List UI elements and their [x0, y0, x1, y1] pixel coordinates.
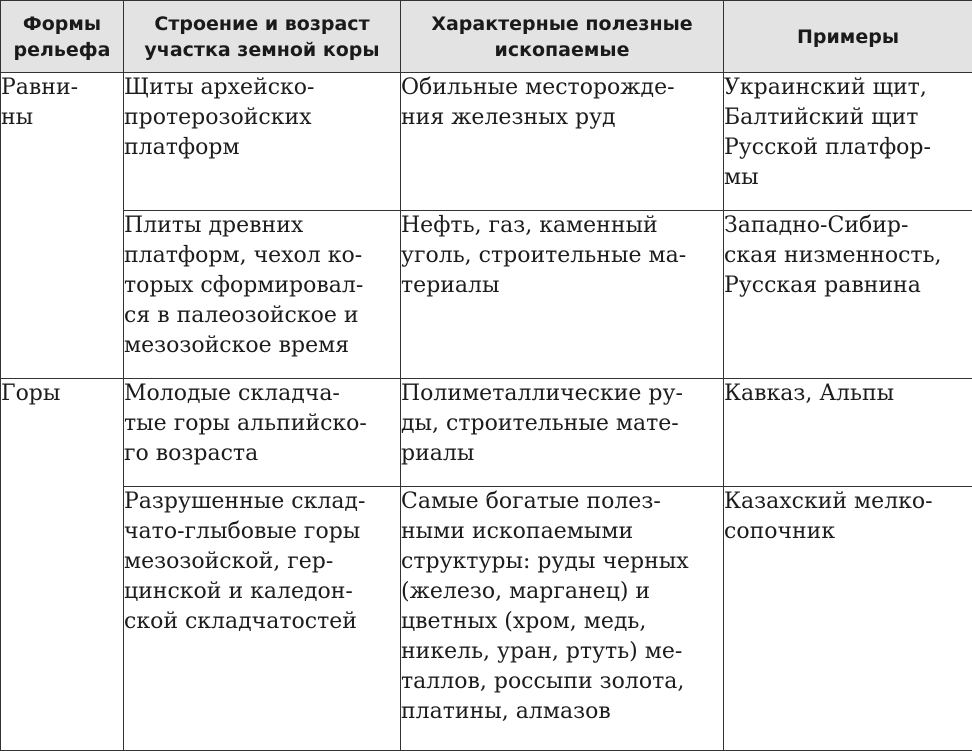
cell-line: (железо, марганец) и [401, 577, 723, 607]
header-line: ископаемые [401, 37, 723, 63]
cell-line: мы [724, 163, 972, 193]
cell-line: таллов, россыпи золота, [401, 667, 723, 697]
cell-line: ской складчатостей [124, 607, 400, 637]
minerals-cell [401, 73, 724, 211]
table-row [1, 487, 972, 751]
relief-cell-plains [1, 73, 124, 379]
cell-line: никель, уран, ртуть) ме- [401, 637, 723, 667]
cell-line: платины, алмазов [401, 697, 723, 727]
cell-line: Обильные месторожде- [401, 73, 723, 103]
cell-line: платформ, чехол ко- [124, 241, 400, 271]
cell-line: Кавказ, Альпы [724, 379, 972, 409]
cell-line: ны [1, 103, 123, 133]
cell-line: Украинский щит, [724, 73, 972, 103]
cell-line: цветных (хром, медь, [401, 607, 723, 637]
header-minerals [401, 1, 724, 73]
header-line: участка земной коры [124, 37, 400, 63]
structure-cell [124, 379, 401, 487]
minerals-cell [401, 211, 724, 379]
cell-line: го возраста [124, 439, 400, 469]
cell-line: Западно-Сибир- [724, 211, 972, 241]
cell-line: Балтийский щит [724, 103, 972, 133]
header-line: Формы [1, 11, 123, 37]
structure-cell [124, 73, 401, 211]
structure-cell [124, 487, 401, 751]
header-line: рельефа [1, 37, 123, 63]
header-line: Примеры [724, 24, 972, 50]
cell-line: Самые богатые полез- [401, 487, 723, 517]
header-line: Строение и возраст [124, 11, 400, 37]
table-row [1, 379, 972, 487]
cell-line: Плиты древних [124, 211, 400, 241]
cell-line: ды, строительные мате- [401, 409, 723, 439]
header-line: Характерные полезные [401, 11, 723, 37]
cell-line: риалы [401, 439, 723, 469]
cell-line: ская низменность, [724, 241, 972, 271]
table-row [1, 211, 972, 379]
header-structure-age [124, 1, 401, 73]
cell-line: уголь, строительные ма- [401, 241, 723, 271]
cell-line: Щиты архейско- [124, 73, 400, 103]
examples-cell [724, 73, 972, 211]
examples-cell [724, 379, 972, 487]
cell-line: Казахский мелко- [724, 487, 972, 517]
header-relief-forms [1, 1, 124, 73]
cell-line: Русская равнина [724, 271, 972, 301]
cell-line: структуры: руды черных [401, 547, 723, 577]
header-row [1, 1, 972, 73]
cell-line: ния железных руд [401, 103, 723, 133]
cell-line: мезозойской, гер- [124, 547, 400, 577]
cell-line: торых сформировал- [124, 271, 400, 301]
cell-line: ными ископаемыми [401, 517, 723, 547]
minerals-cell [401, 487, 724, 751]
examples-cell [724, 211, 972, 379]
relief-cell-mountains [1, 379, 124, 751]
cell-line: Равни- [1, 73, 123, 103]
cell-line: цинской и каледон- [124, 577, 400, 607]
cell-line: Нефть, газ, каменный [401, 211, 723, 241]
structure-cell [124, 211, 401, 379]
cell-line: Молодые складча- [124, 379, 400, 409]
cell-line: мезозойское время [124, 331, 400, 361]
cell-line: чато-глыбовые горы [124, 517, 400, 547]
cell-line: сопочник [724, 517, 972, 547]
cell-line: териалы [401, 271, 723, 301]
cell-line: платформ [124, 133, 400, 163]
cell-line: Горы [1, 379, 123, 409]
header-examples [724, 1, 972, 73]
table-row [1, 73, 972, 211]
cell-line: протерозойских [124, 103, 400, 133]
minerals-cell [401, 379, 724, 487]
examples-cell [724, 487, 972, 751]
cell-line: ся в палеозойское и [124, 301, 400, 331]
cell-line: Разрушенные склад- [124, 487, 400, 517]
cell-line: Полиметаллические ру- [401, 379, 723, 409]
cell-line: Русской платфор- [724, 133, 972, 163]
cell-line: тые горы альпийско- [124, 409, 400, 439]
